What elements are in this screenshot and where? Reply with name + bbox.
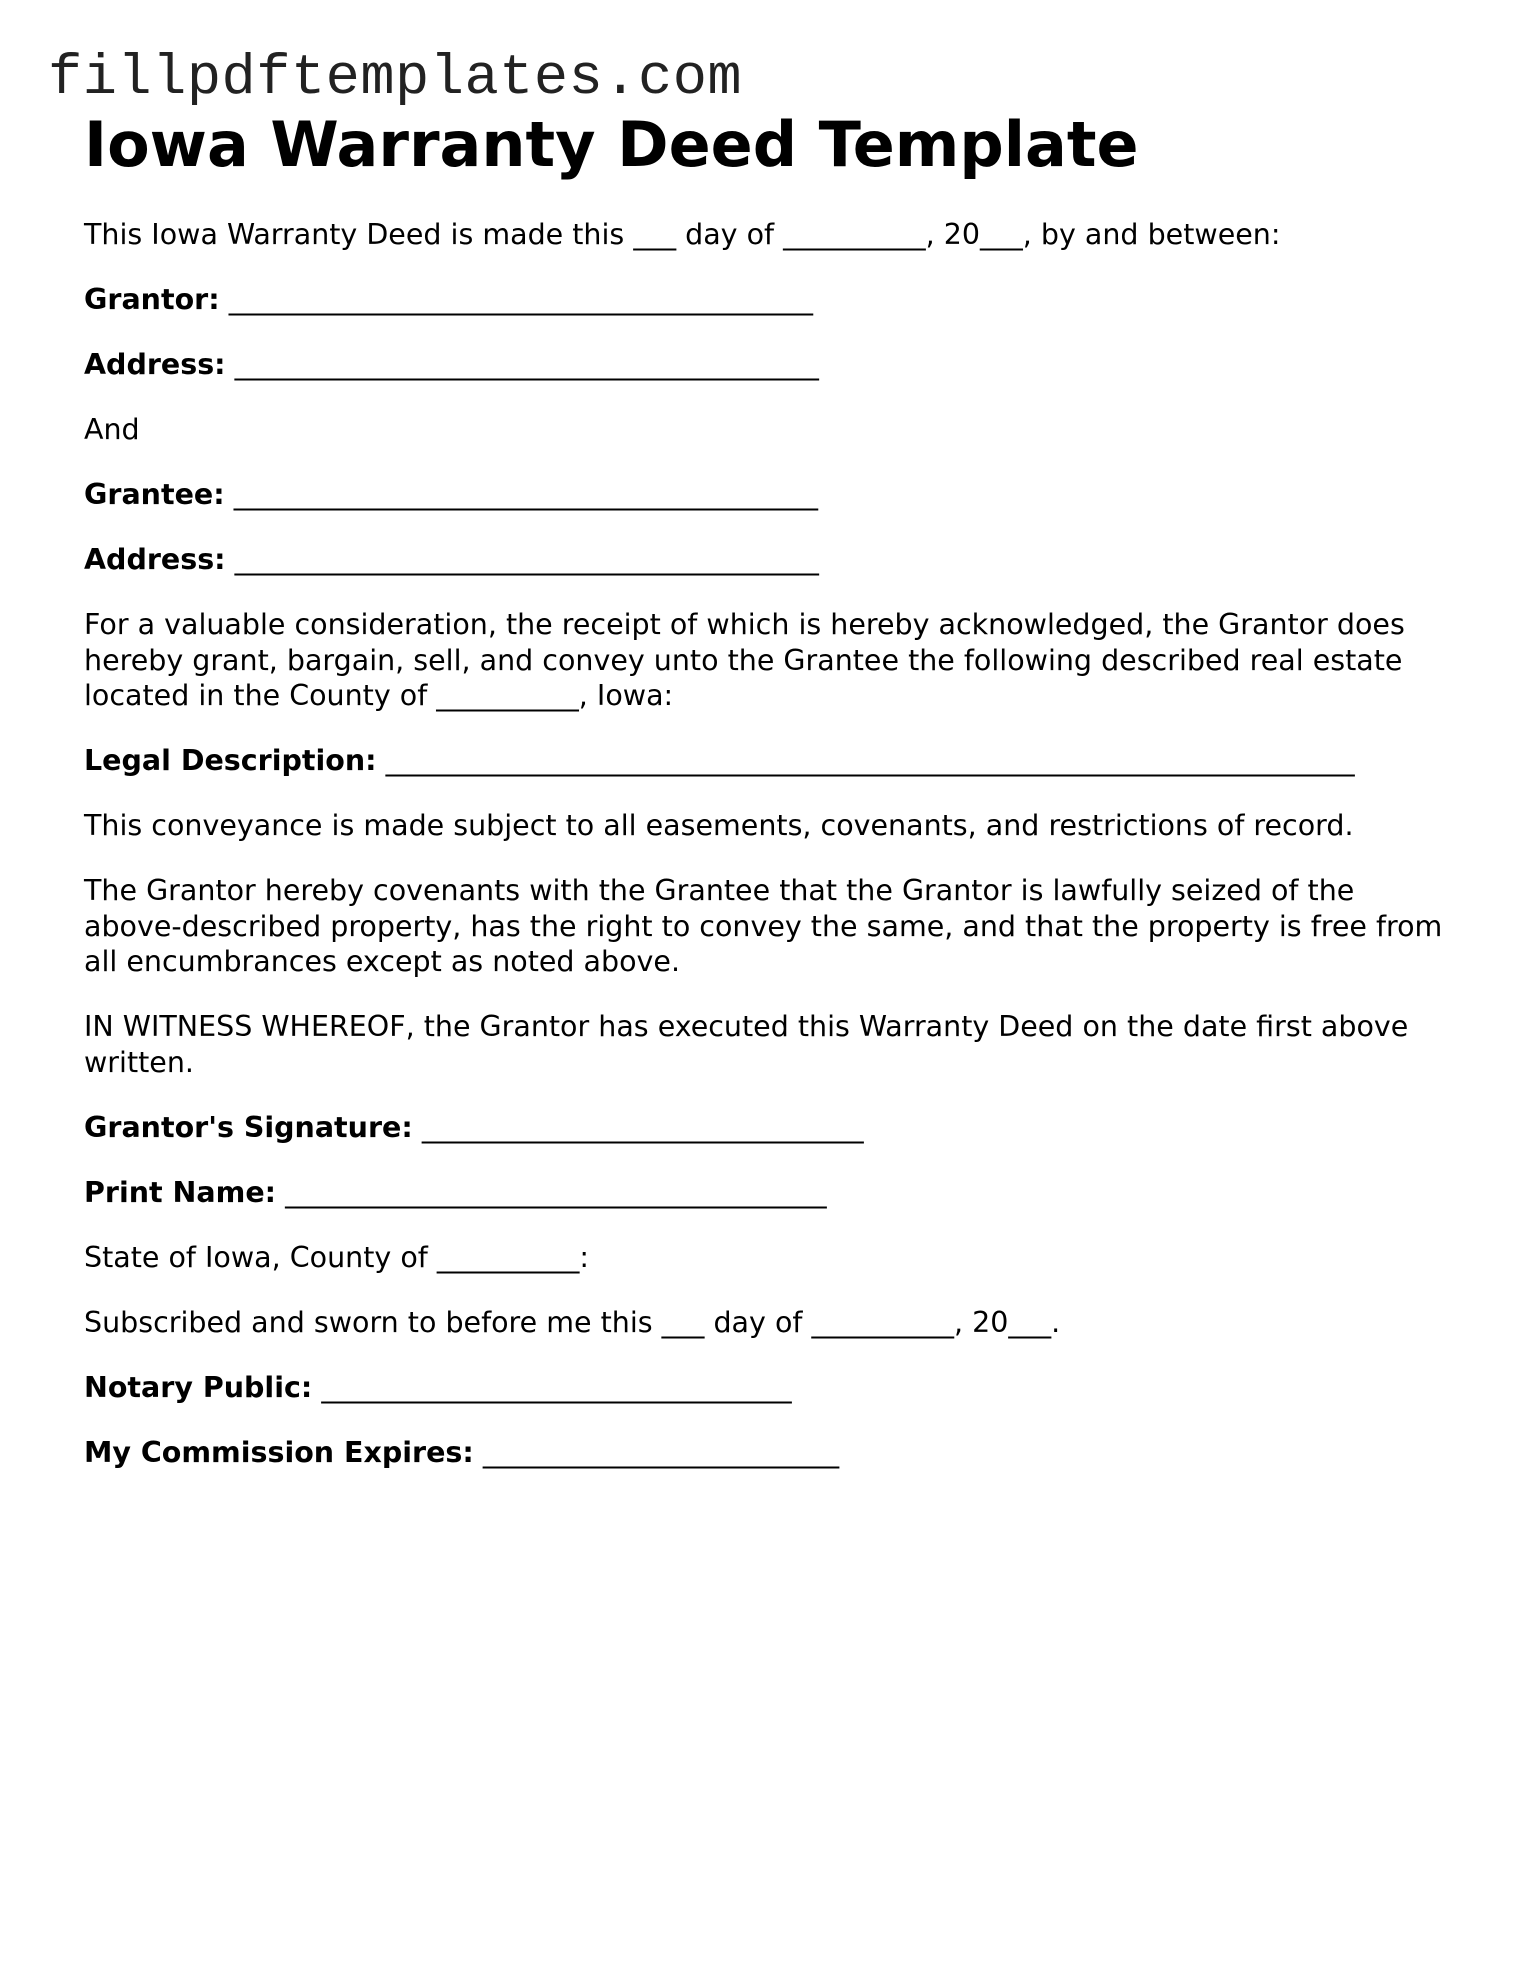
grantee-blank[interactable]: _________________________________________ (224, 478, 818, 511)
state-county-line: State of Iowa, County of __________: (84, 1240, 589, 1274)
grantee-address-field[interactable] (84, 542, 1444, 578)
watermark: fillpdftemplates.com (48, 47, 743, 111)
page-title: Iowa Warranty Deed Template (84, 108, 1139, 181)
commission-blank[interactable]: _________________________ (473, 1435, 840, 1469)
notary-label: Notary Public: (84, 1370, 313, 1404)
grantor-address-field[interactable] (84, 347, 1444, 383)
subject-to-paragraph: This conveyance is made subject to all easements, covenants, and restrictions of record. (84, 809, 1354, 842)
signature-label: Grantor's Signature: (84, 1110, 413, 1144)
legal-description-blank[interactable]: ____________________________________________________________________ (376, 744, 1355, 777)
signature-field[interactable] (84, 1110, 1444, 1146)
print-name-field[interactable] (84, 1175, 1444, 1211)
sworn-line: Subscribed and sworn to before me this ___ day of __________, 20___. (84, 1305, 1061, 1339)
consideration-paragraph: For a valuable consideration, the receipt of which is hereby acknowledged, the Grantor does hereby grant, bargain, sell, and convey unto the Grantee the following described real estate located in the County of __________, Iowa: (84, 608, 1414, 712)
grantee-field[interactable] (84, 477, 1444, 513)
covenant-paragraph: The Grantor hereby covenants with the Grantee that the Grantor is lawfully seized of the above-described property, has the right to convey the same, and that the property is free from all encumbrances except as noted above. (84, 874, 1452, 978)
commission-label: My Commission Expires: (84, 1435, 474, 1469)
grantor-blank[interactable]: _________________________________________ (219, 283, 813, 316)
grantor-address-label: Address: (84, 348, 226, 381)
notary-field[interactable] (84, 1370, 1444, 1406)
grantee-address-blank[interactable]: _________________________________________ (225, 543, 819, 576)
grantor-field[interactable] (84, 282, 1444, 318)
grantor-address-blank[interactable]: _________________________________________ (225, 348, 819, 381)
grantee-label: Grantee: (84, 478, 225, 511)
grantor-label: Grantor: (84, 283, 220, 316)
commission-field[interactable] (84, 1435, 1444, 1471)
witness-paragraph: IN WITNESS WHEREOF, the Grantor has executed this Warranty Deed on the date first above written. (84, 1010, 1418, 1079)
intro-paragraph: This Iowa Warranty Deed is made this ___ day of __________, 20___, by and between: (84, 218, 1281, 251)
legal-description-label: Legal Description: (84, 744, 377, 777)
document-body (84, 217, 1452, 1500)
signature-blank[interactable]: _______________________________ (412, 1110, 864, 1144)
notary-blank[interactable]: _________________________________ (312, 1370, 792, 1404)
print-name-blank[interactable]: ______________________________________ (276, 1175, 827, 1209)
and-text: And (84, 413, 140, 446)
print-name-label: Print Name: (84, 1175, 277, 1209)
legal-description-field[interactable] (84, 743, 1444, 779)
grantee-address-label: Address: (84, 543, 226, 576)
